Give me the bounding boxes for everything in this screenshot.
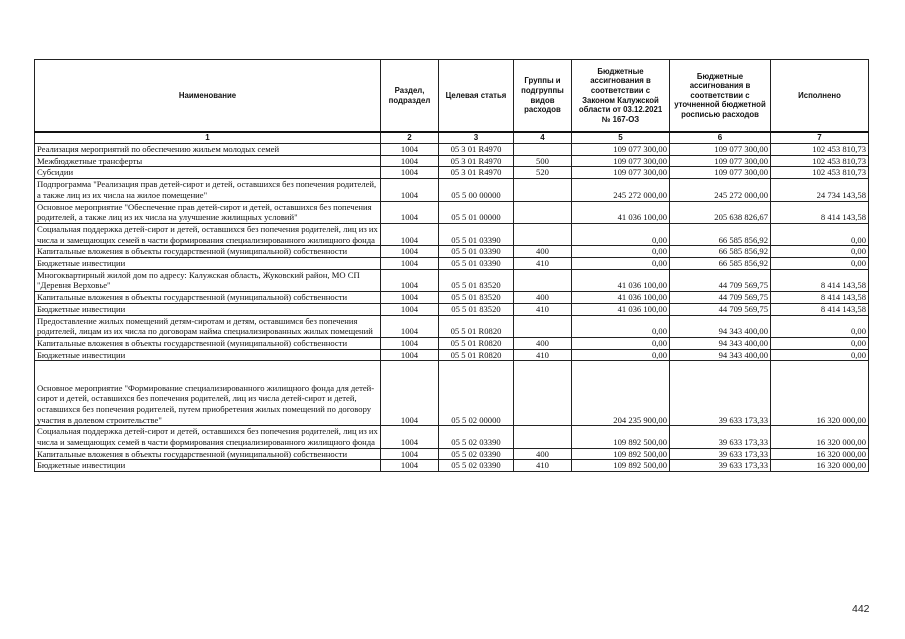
row-target: 05 5 01 R0820 — [439, 315, 514, 337]
row-law-amount: 109 892 500,00 — [572, 448, 670, 460]
row-name: Межбюджетные трансферты — [35, 155, 381, 167]
row-group — [514, 361, 572, 426]
table-row — [35, 426, 869, 448]
column-number: 5 — [572, 132, 670, 144]
row-name: Бюджетные инвестиции — [35, 258, 381, 270]
row-group — [514, 223, 572, 245]
row-target: 05 3 01 R4970 — [439, 144, 514, 156]
table-row — [35, 179, 869, 201]
row-target: 05 5 01 83520 — [439, 303, 514, 315]
row-group: 520 — [514, 167, 572, 179]
row-section: 1004 — [381, 292, 439, 304]
row-group: 410 — [514, 349, 572, 361]
row-refined-amount: 39 633 173,33 — [670, 361, 771, 426]
row-group: 410 — [514, 258, 572, 270]
table-row — [35, 337, 869, 349]
table-row — [35, 292, 869, 304]
table-row — [35, 246, 869, 258]
row-law-amount: 0,00 — [572, 349, 670, 361]
row-group: 400 — [514, 337, 572, 349]
row-name: Основное мероприятие "Обеспечение прав детей-сирот и детей, оставшихся без попечения родителей, а также лиц из их числа на улучшение жилищных условий" — [35, 201, 381, 223]
row-section: 1004 — [381, 155, 439, 167]
row-refined-amount: 44 709 569,75 — [670, 303, 771, 315]
column-number: 3 — [439, 132, 514, 144]
row-executed-amount: 8 414 143,58 — [771, 201, 869, 223]
row-law-amount: 109 077 300,00 — [572, 155, 670, 167]
row-law-amount: 0,00 — [572, 315, 670, 337]
header-executed: Исполнено — [771, 60, 869, 133]
column-number: 6 — [670, 132, 771, 144]
row-target: 05 5 01 03390 — [439, 258, 514, 270]
row-executed-amount: 0,00 — [771, 337, 869, 349]
table-row — [35, 349, 869, 361]
row-refined-amount: 39 633 173,33 — [670, 426, 771, 448]
row-law-amount: 204 235 900,00 — [572, 361, 670, 426]
row-name: Капитальные вложения в объекты государственной (муниципальной) собственности — [35, 448, 381, 460]
row-executed-amount: 16 320 000,00 — [771, 460, 869, 472]
row-target: 05 5 01 03390 — [439, 223, 514, 245]
row-refined-amount: 94 343 400,00 — [670, 315, 771, 337]
row-target: 05 5 02 03390 — [439, 426, 514, 448]
row-name: Капитальные вложения в объекты государственной (муниципальной) собственности — [35, 337, 381, 349]
row-group: 400 — [514, 448, 572, 460]
row-group — [514, 144, 572, 156]
header-law: Бюджетные ассигнования в соответствии с Законом Калужской области от 03.12.2021 № 167-ОЗ — [572, 60, 670, 133]
row-section: 1004 — [381, 223, 439, 245]
table-row — [35, 315, 869, 337]
row-refined-amount: 66 585 856,92 — [670, 258, 771, 270]
row-section: 1004 — [381, 303, 439, 315]
row-name: Реализация мероприятий по обеспечению жильем молодых семей — [35, 144, 381, 156]
table-row — [35, 258, 869, 270]
row-executed-amount: 8 414 143,58 — [771, 269, 869, 291]
row-executed-amount: 102 453 810,73 — [771, 167, 869, 179]
row-executed-amount: 16 320 000,00 — [771, 448, 869, 460]
budget-table — [34, 59, 869, 472]
column-number: 2 — [381, 132, 439, 144]
row-law-amount: 0,00 — [572, 246, 670, 258]
row-law-amount: 245 272 000,00 — [572, 179, 670, 201]
row-law-amount: 0,00 — [572, 223, 670, 245]
row-executed-amount: 0,00 — [771, 223, 869, 245]
row-group — [514, 426, 572, 448]
row-name: Многоквартирный жилой дом по адресу: Калужская область, Жуковский район, МО СП "Деревня Верховье" — [35, 269, 381, 291]
row-group — [514, 201, 572, 223]
row-law-amount: 109 892 500,00 — [572, 426, 670, 448]
row-refined-amount: 66 585 856,92 — [670, 246, 771, 258]
row-law-amount: 41 036 100,00 — [572, 292, 670, 304]
row-executed-amount: 0,00 — [771, 315, 869, 337]
row-executed-amount: 0,00 — [771, 246, 869, 258]
row-section: 1004 — [381, 460, 439, 472]
table-header — [35, 60, 869, 144]
row-executed-amount: 8 414 143,58 — [771, 292, 869, 304]
row-law-amount: 109 892 500,00 — [572, 460, 670, 472]
row-target: 05 5 02 00000 — [439, 361, 514, 426]
row-refined-amount: 39 633 173,33 — [670, 460, 771, 472]
row-target: 05 5 01 R0820 — [439, 337, 514, 349]
row-section: 1004 — [381, 448, 439, 460]
row-section: 1004 — [381, 315, 439, 337]
table-row — [35, 269, 869, 291]
row-refined-amount: 94 343 400,00 — [670, 349, 771, 361]
row-group: 500 — [514, 155, 572, 167]
table-row — [35, 303, 869, 315]
column-number: 7 — [771, 132, 869, 144]
page-number: 442 — [852, 603, 870, 615]
header-refined: Бюджетные ассигнования в соответствии с уточненной бюджетной росписью расходов — [670, 60, 771, 133]
row-target: 05 5 01 83520 — [439, 292, 514, 304]
row-refined-amount: 109 077 300,00 — [670, 155, 771, 167]
row-target: 05 3 01 R4970 — [439, 167, 514, 179]
row-name: Социальная поддержка детей-сирот и детей, оставшихся без попечения родителей, лиц из их числа и замещающих семей в части формирования специализированного жилищного фонда — [35, 223, 381, 245]
row-refined-amount: 245 272 000,00 — [670, 179, 771, 201]
header-target: Целевая статья — [439, 60, 514, 133]
table-row — [35, 223, 869, 245]
row-section: 1004 — [381, 269, 439, 291]
row-refined-amount: 109 077 300,00 — [670, 167, 771, 179]
row-law-amount: 41 036 100,00 — [572, 303, 670, 315]
row-executed-amount: 0,00 — [771, 349, 869, 361]
row-name: Бюджетные инвестиции — [35, 349, 381, 361]
row-target: 05 3 01 R4970 — [439, 155, 514, 167]
row-group — [514, 269, 572, 291]
row-law-amount: 0,00 — [572, 258, 670, 270]
row-group: 400 — [514, 246, 572, 258]
row-law-amount: 41 036 100,00 — [572, 269, 670, 291]
row-target: 05 5 00 00000 — [439, 179, 514, 201]
row-target: 05 5 02 03390 — [439, 460, 514, 472]
row-section: 1004 — [381, 179, 439, 201]
table-body — [35, 144, 869, 472]
row-refined-amount: 109 077 300,00 — [670, 144, 771, 156]
row-target: 05 5 01 03390 — [439, 246, 514, 258]
table-row — [35, 144, 869, 156]
row-section: 1004 — [381, 426, 439, 448]
column-number: 1 — [35, 132, 381, 144]
row-name: Социальная поддержка детей-сирот и детей, оставшихся без попечения родителей, лиц из их числа и замещающих семей в части формирования специализированного жилищного фонда — [35, 426, 381, 448]
row-executed-amount: 102 453 810,73 — [771, 155, 869, 167]
row-executed-amount: 0,00 — [771, 258, 869, 270]
table-row — [35, 361, 869, 426]
row-refined-amount: 94 343 400,00 — [670, 337, 771, 349]
row-executed-amount: 8 414 143,58 — [771, 303, 869, 315]
row-group: 410 — [514, 460, 572, 472]
row-name: Капитальные вложения в объекты государственной (муниципальной) собственности — [35, 292, 381, 304]
row-section: 1004 — [381, 349, 439, 361]
row-name: Основное мероприятие "Формирование специализированного жилищного фонда для детей-сирот и детей, оставшихся без попечения родителей, лиц из числа детей-сирот и детей, оставшихся без попечения родителей, путем приобретения жилых помещений по договору участия в долевом строительстве" — [35, 361, 381, 426]
row-name: Предоставление жилых помещений детям-сиротам и детям, оставшимся без попечения родителей, лицам из их числа по договорам найма специализированных жилых помещений — [35, 315, 381, 337]
row-group — [514, 315, 572, 337]
row-target: 05 5 01 00000 — [439, 201, 514, 223]
row-executed-amount: 102 453 810,73 — [771, 144, 869, 156]
column-number: 4 — [514, 132, 572, 144]
row-section: 1004 — [381, 144, 439, 156]
row-refined-amount: 44 709 569,75 — [670, 292, 771, 304]
row-group: 400 — [514, 292, 572, 304]
row-law-amount: 0,00 — [572, 337, 670, 349]
row-section: 1004 — [381, 246, 439, 258]
row-section: 1004 — [381, 201, 439, 223]
table-row — [35, 167, 869, 179]
row-executed-amount: 16 320 000,00 — [771, 361, 869, 426]
row-name: Капитальные вложения в объекты государственной (муниципальной) собственности — [35, 246, 381, 258]
table-row — [35, 448, 869, 460]
row-law-amount: 109 077 300,00 — [572, 167, 670, 179]
header-section: Раздел, подраздел — [381, 60, 439, 133]
header-name: Наименование — [35, 60, 381, 133]
row-executed-amount: 24 734 143,58 — [771, 179, 869, 201]
row-name: Бюджетные инвестиции — [35, 303, 381, 315]
row-name: Подпрограмма "Реализация прав детей-сирот и детей, оставшихся без попечения родителей, а также лиц из их числа на жилое помещение" — [35, 179, 381, 201]
table-row — [35, 155, 869, 167]
row-executed-amount: 16 320 000,00 — [771, 426, 869, 448]
row-section: 1004 — [381, 167, 439, 179]
table-row — [35, 201, 869, 223]
row-refined-amount: 44 709 569,75 — [670, 269, 771, 291]
row-group: 410 — [514, 303, 572, 315]
row-section: 1004 — [381, 361, 439, 426]
row-target: 05 5 02 03390 — [439, 448, 514, 460]
row-refined-amount: 205 638 826,67 — [670, 201, 771, 223]
row-section: 1004 — [381, 258, 439, 270]
row-name: Бюджетные инвестиции — [35, 460, 381, 472]
row-refined-amount: 39 633 173,33 — [670, 448, 771, 460]
row-target: 05 5 01 R0820 — [439, 349, 514, 361]
row-law-amount: 109 077 300,00 — [572, 144, 670, 156]
row-target: 05 5 01 83520 — [439, 269, 514, 291]
row-refined-amount: 66 585 856,92 — [670, 223, 771, 245]
row-section: 1004 — [381, 337, 439, 349]
header-groups: Группы и подгруппы видов расходов — [514, 60, 572, 133]
row-name: Субсидии — [35, 167, 381, 179]
row-group — [514, 179, 572, 201]
row-law-amount: 41 036 100,00 — [572, 201, 670, 223]
table-row — [35, 460, 869, 472]
